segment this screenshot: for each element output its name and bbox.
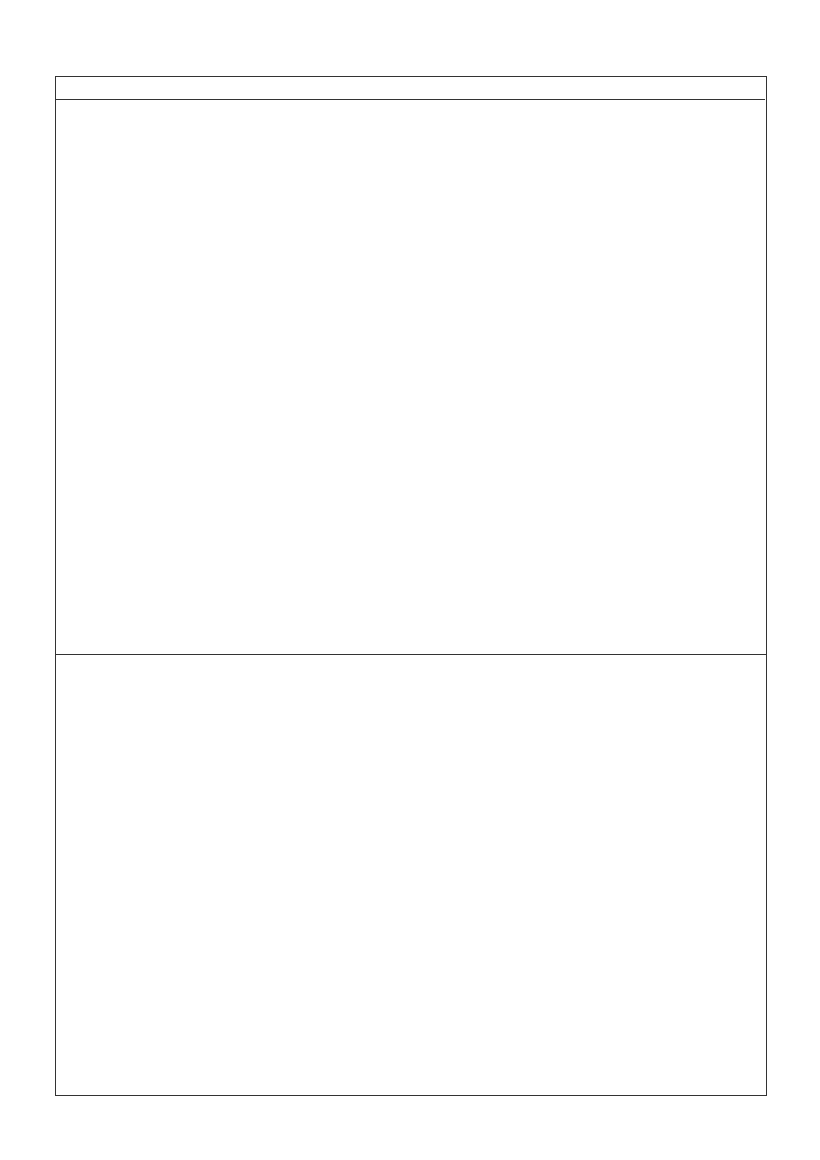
limiting-values-chart [60,740,410,1060]
page-header [55,76,765,100]
section-divider [55,654,766,655]
sec1-title [60,116,64,131]
general-operating-curve-chart [60,240,565,610]
